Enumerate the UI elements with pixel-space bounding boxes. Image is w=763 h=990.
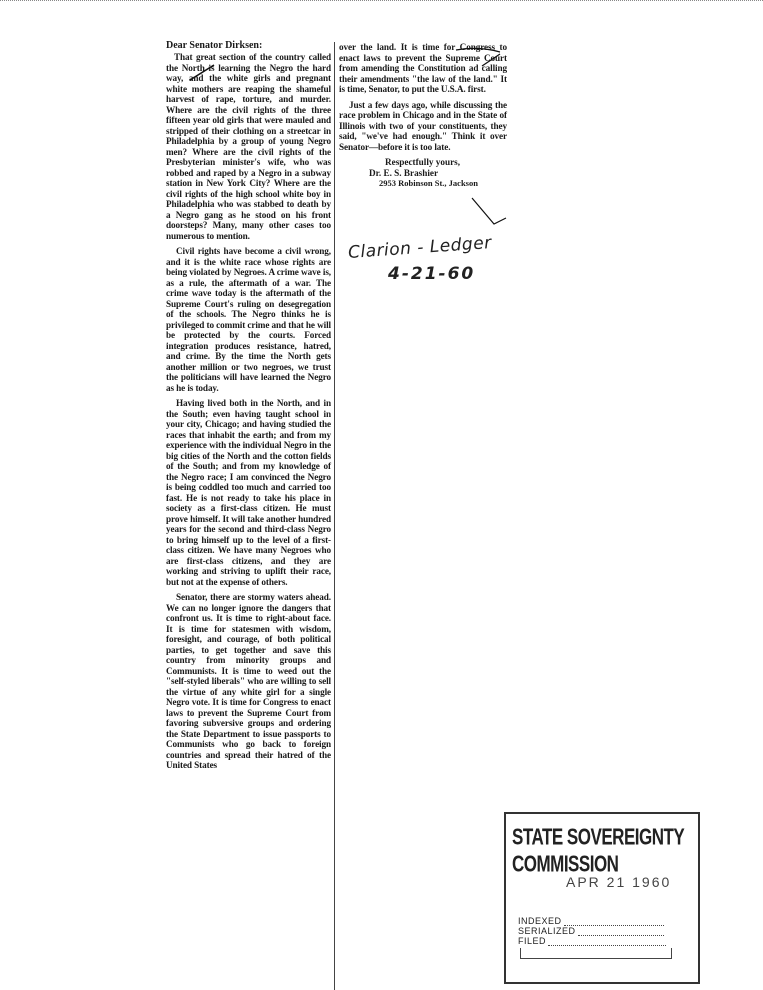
letter-paragraph-3: Having lived both in the North, and in the South; even having taught school in your city, Chicago; and having studied the races that inhabit the earth; and from my experience with the individual Negro in the big cities of the North and the cotton fields of the South; and from my knowledge of the Negro race; I am convinced the Negro is being coddled too much and carried too fast. He is not ready to take his place in society as a first-class citizen. He must prove himself. It will take another hundred years for the second and third-class Negro to bring himself up to the level of a first-class citizen. We have many Negroes who are first-class citizens, and they are working and striving to uplift their race, but not at the expense of others.: [166, 398, 331, 587]
clipping-column-left: [166, 40, 331, 990]
stamp-field-indexed: [518, 916, 664, 926]
handwritten-date: 4-21-60: [388, 264, 476, 284]
commission-stamp: [504, 812, 700, 984]
letter-paragraph-2: Civil rights have become a civil wrong, and it is the white race whose rights are being violated by Negroes. A crime wave is, as a rule, the aftermath of a war. The crime wave today is the aftermath of the Supreme Court's ruling on desegregation of the schools. The Negro thinks he is privileged to commit crime and that he will be protected by the courts. Forced integration produces resistance, hatred, and crime. By the time the North gets another million or two negroes, we trust the politicians will have learned the Negro as he is today.: [166, 246, 331, 393]
letter-closing: Respectfully yours,: [385, 157, 461, 167]
pen-strike-mark-right: [454, 44, 504, 74]
stamp-field-label: SERIALIZED: [518, 926, 576, 936]
stamp-bracket: [520, 948, 672, 959]
stamp-title: STATE SOVEREIGNTY COMMISSION: [512, 824, 684, 877]
letter-paragraph-5: over the land. It is time for Congress to enact laws to prevent the Supreme Court from amending the Constitution ad calling their amendments "the law of the land." It is time, Senator, to put the U.S.A. first.: [339, 42, 507, 94]
top-dotted-border: [0, 0, 763, 7]
letter-signer: Dr. E. S. Brashier: [369, 167, 439, 178]
letter-paragraph-4: Senator, there are stormy waters ahead. We can no longer ignore the dangers that confront us. It is time to right-about face. It is time for statesmen with wisdom, foresight, and courage, of both political parties, to get together and save this country from minority groups and Communists. It is time to weed out the "self-styled liberals" who are willing to sell the virtue of any white girl for a single Negro vote. It is time for Congress to enact laws to prevent the Supreme Court from favoring subversive groups and ordering the State Department to issue passports to Communists who go back to foreign countries and spread their hatred of the United States: [166, 592, 331, 770]
stamp-field-serialized: [518, 926, 664, 936]
letter-address: 2953 Robinson St., Jackson: [379, 178, 478, 188]
stamp-field-filed: [518, 936, 666, 946]
column-divider: [334, 42, 335, 990]
letter-paragraph-6: Just a few days ago, while discussing the race problem in Chicago and in the State of Illinois with two of your constituents, they said, "we've had enough." Think it over Senator—before it is too late.: [339, 99, 507, 152]
pen-strike-mark: [188, 62, 218, 84]
stamp-field-label: FILED: [518, 936, 547, 946]
pen-check-mark: [470, 196, 510, 232]
stamp-date: APR 21 1960: [566, 874, 672, 890]
letter-salutation: Dear Senator Dirksen:: [166, 40, 263, 51]
handwritten-newspaper-name: Clarion - Ledger: [347, 233, 493, 263]
letter-paragraph-1: That great section of the country called the North is learning the Negro the hard way, and the white girls and pregnant white mothers are reaping the shameful harvest of rape, torture, and murder. Where are the civil rights of the three fifteen year old girls that were mauled and stripped of their clothing on a streetcar in Philadelphia by a group of young Negro men? Where are the civil rights of the Presbyterian minister's wife, who was robbed and raped by a Negro in a subway station in New York City? Where are the civil rights of the high school white boy in Philadelphia who was stabbed to death by a Negro gang as he stood on his front doorsteps? Many, many other cases too numerous to mention.: [166, 52, 331, 241]
stamp-field-label: INDEXED: [518, 916, 562, 926]
